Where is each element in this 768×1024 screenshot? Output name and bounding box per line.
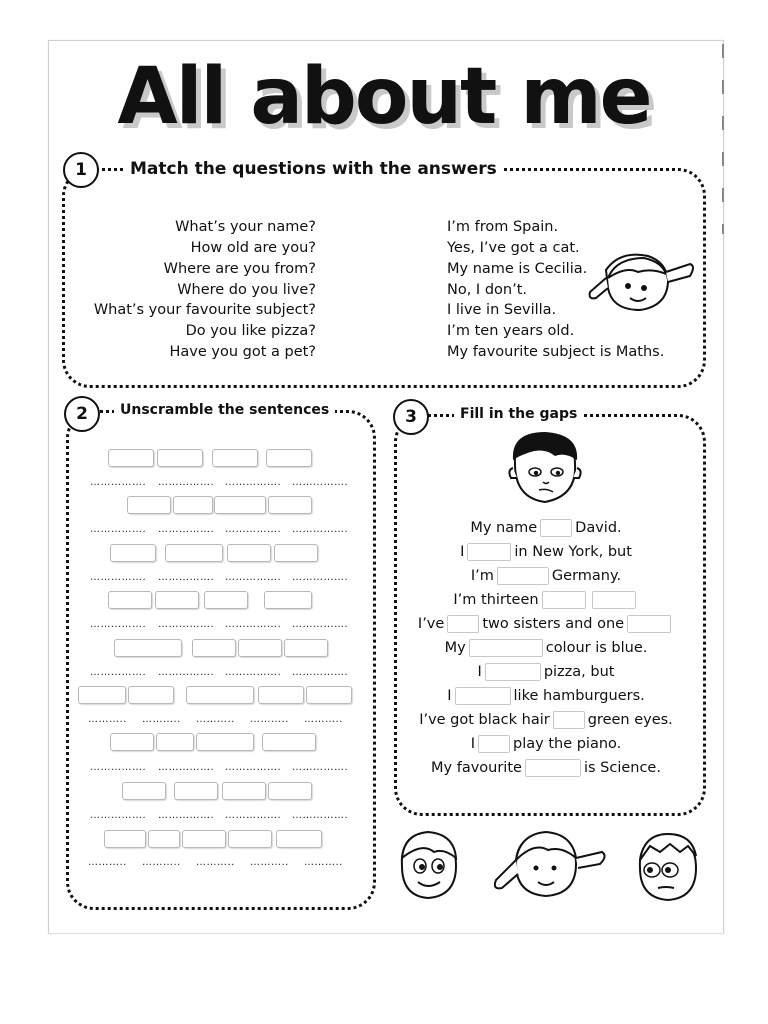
gap-input[interactable] xyxy=(455,687,511,705)
gap-input[interactable] xyxy=(497,567,549,585)
word-box[interactable] xyxy=(156,733,194,751)
word-box[interactable] xyxy=(108,591,152,609)
answer-dots: ……………. xyxy=(292,524,349,535)
word-box[interactable] xyxy=(192,639,236,657)
word-box[interactable] xyxy=(127,496,171,514)
word-box[interactable] xyxy=(274,544,318,562)
word-box[interactable] xyxy=(148,830,180,848)
word-box[interactable] xyxy=(182,830,226,848)
fill-text: I xyxy=(470,736,476,752)
answer-dots: ……………. xyxy=(90,477,147,488)
word-box[interactable] xyxy=(268,782,312,800)
worksheet-title: All about me xyxy=(117,52,651,142)
gap-input[interactable] xyxy=(525,759,581,777)
section-2-title: Unscramble the sentences xyxy=(114,402,335,418)
answer-dots: ……………. xyxy=(225,477,282,488)
fill-text: I xyxy=(460,544,465,560)
fill-text: My xyxy=(444,640,466,656)
word-box[interactable] xyxy=(212,449,258,467)
answer-dots: ……….. xyxy=(250,714,289,725)
gap-input[interactable] xyxy=(467,543,511,561)
question-3: Where are you from? xyxy=(163,261,316,277)
word-box[interactable] xyxy=(78,686,126,704)
word-box[interactable] xyxy=(204,591,248,609)
answer-dots: ……….. xyxy=(304,714,343,725)
answer-dots: ……………. xyxy=(158,667,215,678)
fill-text: I’ve xyxy=(417,616,445,632)
gap-input[interactable] xyxy=(469,639,543,657)
answer-dots: ……….. xyxy=(142,714,181,725)
word-box[interactable] xyxy=(186,686,254,704)
answer-7: My favourite subject is Maths. xyxy=(447,344,665,360)
answer-4: No, I don’t. xyxy=(447,282,527,298)
fill-line-8 xyxy=(396,687,696,705)
answer-dots: ……………. xyxy=(225,524,282,535)
word-box[interactable] xyxy=(262,733,316,751)
fill-line-5 xyxy=(396,615,696,633)
fill-line-6 xyxy=(396,639,696,657)
word-box[interactable] xyxy=(228,830,272,848)
word-box[interactable] xyxy=(222,782,266,800)
answer-dots: ……………. xyxy=(225,619,282,630)
fill-text: play the piano. xyxy=(513,736,622,752)
question-2: How old are you? xyxy=(190,240,316,256)
answer-2: Yes, I’ve got a cat. xyxy=(447,240,580,256)
answer-dots: ……………. xyxy=(90,619,147,630)
gap-input[interactable] xyxy=(627,615,671,633)
word-box[interactable] xyxy=(284,639,328,657)
fill-text: colour is blue. xyxy=(545,640,648,656)
word-box[interactable] xyxy=(268,496,312,514)
answer-5: I live in Sevilla. xyxy=(447,302,557,318)
fill-line-7 xyxy=(396,663,696,681)
fill-line-9 xyxy=(396,711,696,729)
word-box[interactable] xyxy=(174,782,218,800)
word-box[interactable] xyxy=(114,639,182,657)
gap-input[interactable] xyxy=(553,711,585,729)
answer-dots: ……………. xyxy=(158,762,215,773)
word-box[interactable] xyxy=(266,449,312,467)
word-box[interactable] xyxy=(157,449,203,467)
fill-text: Germany. xyxy=(551,568,622,584)
boy-face-bottom-right xyxy=(630,830,702,904)
answer-dots: ……….. xyxy=(142,857,181,868)
word-box[interactable] xyxy=(110,544,156,562)
word-box[interactable] xyxy=(264,591,312,609)
answer-dots: ……………. xyxy=(292,667,349,678)
fill-text: My name xyxy=(470,520,538,536)
word-box[interactable] xyxy=(173,496,213,514)
question-7: Have you got a pet? xyxy=(169,344,316,360)
question-4: Where do you live? xyxy=(177,282,316,298)
fill-line-4 xyxy=(396,591,696,609)
answer-dots: ……….. xyxy=(88,714,127,725)
question-5: What’s your favourite subject? xyxy=(93,302,316,318)
section-3-title: Fill in the gaps xyxy=(454,406,583,422)
fill-text: I xyxy=(477,664,482,680)
word-box[interactable] xyxy=(214,496,266,514)
answer-dots: ……………. xyxy=(158,477,215,488)
word-box[interactable] xyxy=(155,591,199,609)
fill-text: David. xyxy=(575,520,622,536)
gap-input[interactable] xyxy=(540,519,572,537)
section-3-number: 3 xyxy=(393,399,429,435)
answer-dots: ……………. xyxy=(90,810,147,821)
word-box[interactable] xyxy=(276,830,322,848)
answer-dots: ……………. xyxy=(158,524,215,535)
fill-line-10 xyxy=(396,735,696,753)
answer-dots: ……….. xyxy=(250,857,289,868)
answer-dots: ……………. xyxy=(292,477,349,488)
answer-dots: ……………. xyxy=(225,810,282,821)
word-box[interactable] xyxy=(108,449,154,467)
word-box[interactable] xyxy=(165,544,223,562)
fill-text: like hamburguers. xyxy=(513,688,645,704)
fill-text: in New York, but xyxy=(514,544,632,560)
fill-text: I’m xyxy=(470,568,494,584)
question-1: What’s your name? xyxy=(175,219,316,235)
fill-line-3 xyxy=(396,567,696,585)
answer-dots: ……….. xyxy=(196,714,235,725)
fill-text: I’ve got black hair xyxy=(419,712,550,728)
answer-dots: ……………. xyxy=(225,572,282,583)
word-box[interactable] xyxy=(306,686,352,704)
answer-dots: ……………. xyxy=(225,762,282,773)
question-6: Do you like pizza? xyxy=(185,323,316,339)
word-box[interactable] xyxy=(110,733,154,751)
answer-3: My name is Cecilia. xyxy=(447,261,588,277)
word-box[interactable] xyxy=(238,639,282,657)
gap-input[interactable] xyxy=(592,591,636,609)
girl-face-bottom-center xyxy=(486,828,610,904)
fill-line-1 xyxy=(396,519,696,537)
answer-dots: ……………. xyxy=(90,667,147,678)
answer-1: I’m from Spain. xyxy=(447,219,559,235)
fill-text: is Science. xyxy=(583,760,661,776)
word-box[interactable] xyxy=(122,782,166,800)
fill-text: two sisters and one xyxy=(482,616,625,632)
section-1-number: 1 xyxy=(63,152,99,188)
gap-input[interactable] xyxy=(485,663,541,681)
answer-dots: ……………. xyxy=(292,619,349,630)
answer-dots: ……….. xyxy=(196,857,235,868)
boy-face-bottom-left xyxy=(394,828,464,902)
section-1-title: Match the questions with the answers xyxy=(124,159,503,179)
answer-dots: ……………. xyxy=(90,524,147,535)
answer-dots: ……………. xyxy=(158,810,215,821)
fill-text: green eyes. xyxy=(587,712,673,728)
word-box[interactable] xyxy=(227,544,271,562)
gap-input[interactable] xyxy=(447,615,479,633)
fill-text: My favourite xyxy=(431,760,522,776)
fill-line-11 xyxy=(396,759,696,777)
answer-dots: ……………. xyxy=(292,762,349,773)
fill-line-2 xyxy=(396,543,696,561)
section-2-number: 2 xyxy=(64,396,100,432)
boy-face-illustration xyxy=(505,430,585,508)
answer-dots: ……………. xyxy=(158,572,215,583)
answer-dots: ……….. xyxy=(304,857,343,868)
answer-6: I’m ten years old. xyxy=(447,323,575,339)
word-box[interactable] xyxy=(196,733,254,751)
answer-dots: ……………. xyxy=(158,619,215,630)
girl-face-illustration xyxy=(586,248,698,320)
gap-input[interactable] xyxy=(478,735,510,753)
gap-input[interactable] xyxy=(542,591,586,609)
answer-dots: ……….. xyxy=(88,857,127,868)
answer-dots: ……………. xyxy=(292,810,349,821)
word-box[interactable] xyxy=(258,686,304,704)
answer-dots: ……………. xyxy=(225,667,282,678)
answer-dots: ……………. xyxy=(292,572,349,583)
answer-dots: ……………. xyxy=(90,762,147,773)
fill-text: I xyxy=(447,688,452,704)
answer-dots: ……………. xyxy=(90,572,147,583)
word-box[interactable] xyxy=(104,830,146,848)
fill-text: pizza, but xyxy=(543,664,615,680)
fill-text: I’m thirteen xyxy=(453,592,539,608)
word-box[interactable] xyxy=(128,686,174,704)
